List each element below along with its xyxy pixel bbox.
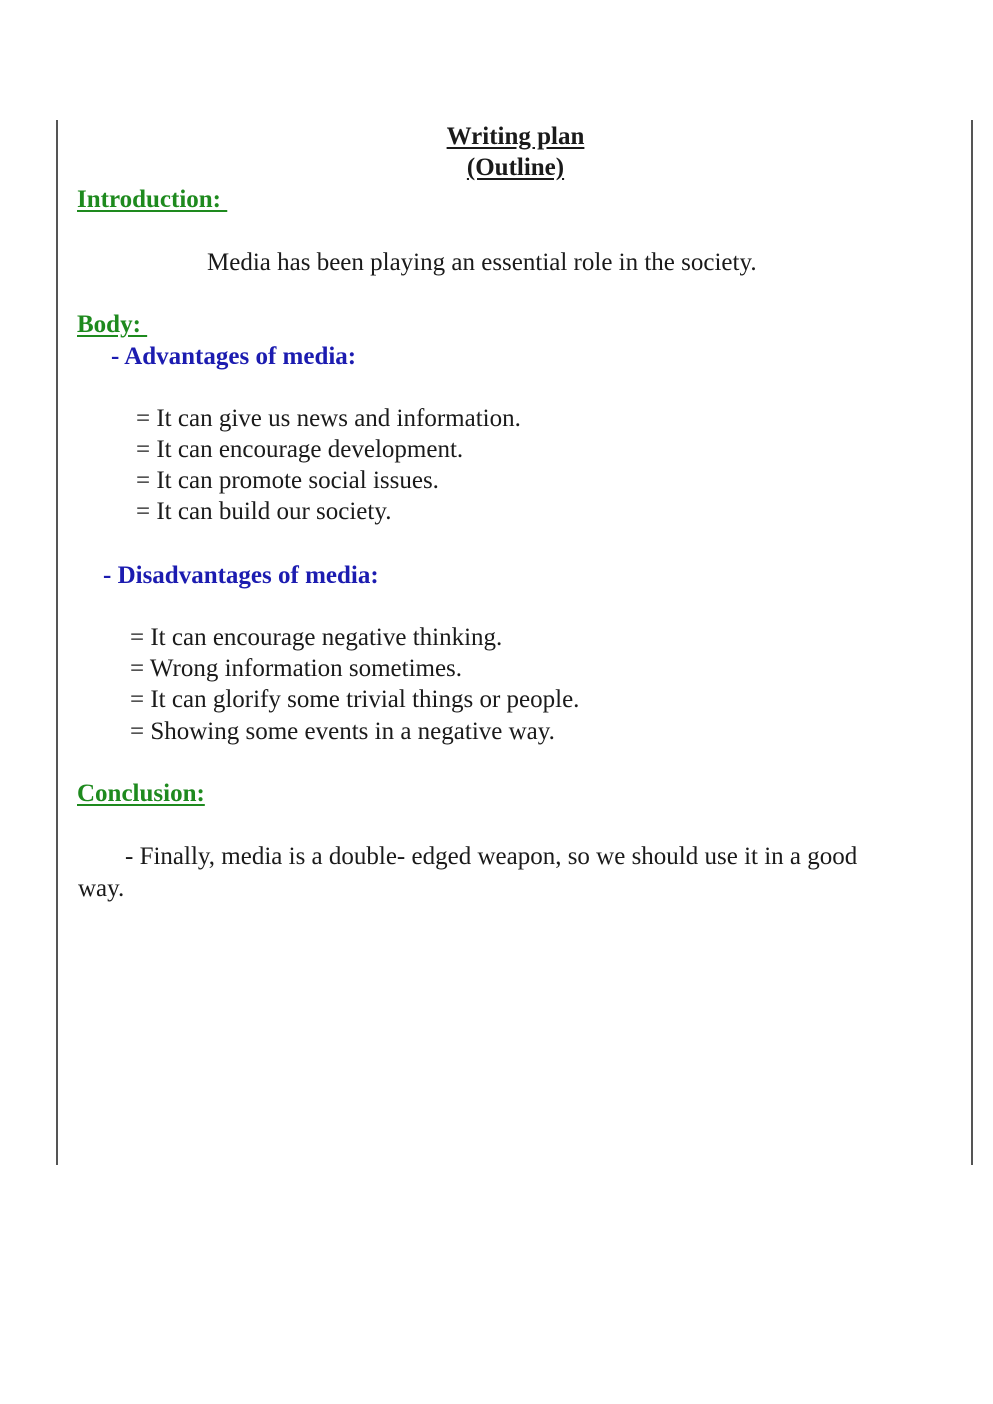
conclusion-text: - Finally, media is a double- edged weapon, so we should use it in a good (125, 843, 858, 870)
page-subtitle: (Outline) (466, 154, 565, 181)
disadvantages-heading: - Disadvantages of media: (103, 562, 379, 589)
page-title: Writing plan (446, 123, 585, 150)
conclusion-text-continued: way. (78, 875, 125, 902)
advantage-item: = It can encourage development. (136, 436, 464, 463)
advantage-item: = It can give us news and information. (136, 405, 521, 432)
introduction-heading: Introduction: (77, 186, 228, 213)
advantage-item: = It can build our society. (136, 498, 392, 525)
left-border-line (56, 120, 58, 1165)
disadvantage-item: = Showing some events in a negative way. (130, 718, 555, 745)
conclusion-heading: Conclusion: (77, 780, 205, 807)
body-heading: Body: (77, 311, 148, 338)
disadvantage-item: = Wrong information sometimes. (130, 655, 463, 682)
introduction-text: Media has been playing an essential role in the society. (207, 249, 757, 276)
right-border-line (971, 120, 973, 1165)
disadvantage-item: = It can encourage negative thinking. (130, 624, 503, 651)
disadvantage-item: = It can glorify some trivial things or people. (130, 686, 580, 713)
advantage-item: = It can promote social issues. (136, 467, 439, 494)
advantages-heading: - Advantages of media: (111, 343, 357, 370)
